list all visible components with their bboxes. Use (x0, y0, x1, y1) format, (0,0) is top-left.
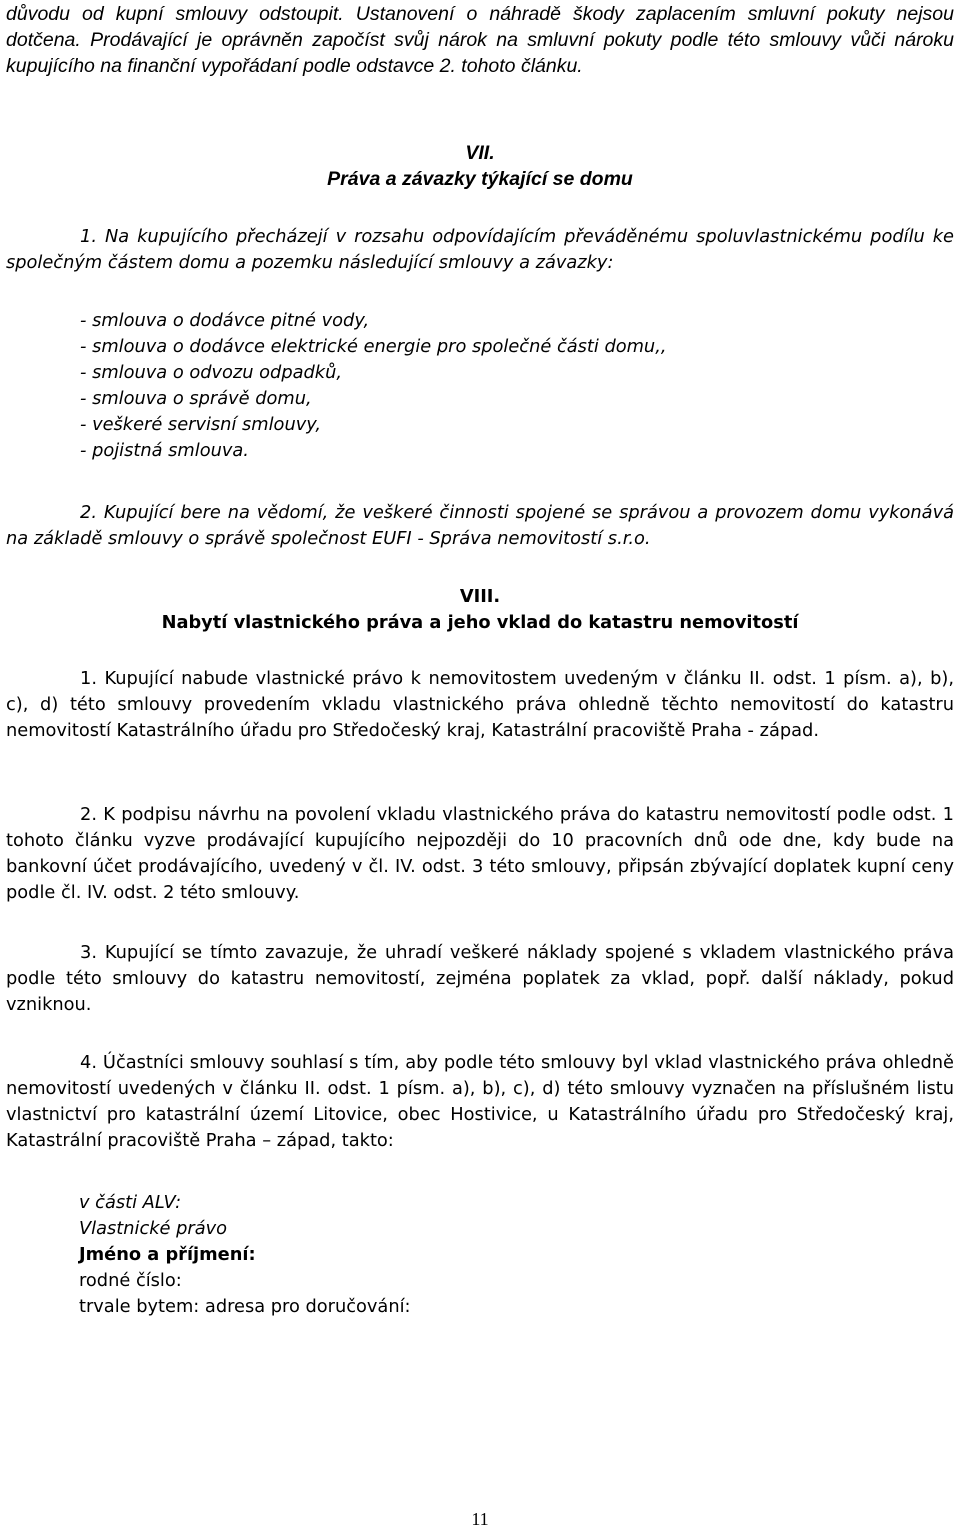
registry-part-label: v části ALV: (79, 1192, 182, 1213)
section-8-paragraph-2: 2. K podpisu návrhu na povolení vkladu vlastnického práva do katastru nemovitostí podle odst. 1 tohoto článku vyzve prodávající kupujícího nejpozději do 10 pracovních dnů ode dne, kdy bude na bankovní účet prodávajícího, uvedený v čl. IV. odst. 3 této smlouvy, připsán zbývající doplatek kupní ceny podle čl. IV. odst. 2 této smlouvy. (6, 804, 954, 903)
registry-entry (79, 1190, 411, 1320)
section-7-number: VII. (465, 142, 495, 164)
intro-paragraph: důvodu od kupní smlouvy odstoupit. Ustanovení o náhradě škody zaplacením smluvní pokuty nejsou dotčena. Prodávající je oprávněn započíst svůj nárok na smluvní pokuty podle této smlouvy vůči nároku kupujícího na finanční vypořádaní podle odstavce 2. tohoto článku. (6, 3, 954, 77)
section-8-title: Nabytí vlastnického práva a jeho vklad do katastru nemovitostí (161, 612, 799, 633)
section-8-paragraph-3: 3. Kupující se tímto zavazuje, že uhradí veškeré náklady spojené s vkladem vlastnického práva podle této smlouvy do katastru nemovitostí, zejména poplatek za vklad, popř. další náklady, pokud vzniknou. (6, 942, 954, 1015)
registry-right-label: Vlastnické právo (79, 1218, 228, 1239)
registry-birth-label: rodné číslo: (79, 1270, 182, 1291)
section-7-paragraph-2: 2. Kupující bere na vědomí, že veškeré činnosti spojené se správou a provozem domu vykonává na základě smlouvy o správě společnost EUFI - Správa nemovitostí s.r.o. (6, 502, 954, 549)
section-8-number: VIII. (459, 586, 501, 607)
list-item: - pojistná smlouva. (80, 440, 249, 461)
registry-address-label: trvale bytem: adresa pro doručování: (79, 1296, 411, 1317)
list-item: - smlouva o dodávce elektrické energie pro společné části domu,, (80, 336, 667, 357)
list-item: - smlouva o správě domu, (80, 388, 312, 409)
list-item: - veškeré servisní smlouvy, (80, 414, 322, 435)
list-item: - smlouva o odvozu odpadků, (80, 362, 343, 383)
list-item: - smlouva o dodávce pitné vody, (80, 310, 370, 331)
section-8-paragraph-4: 4. Účastníci smlouvy souhlasí s tím, aby podle této smlouvy byl vklad vlastnického práva ohledně nemovitostí uvedených v článku II. odst. 1 písm. a), b), c), d) této smlouvy vyznačen na příslušném listu vlastnictví pro katastrální území Litovice, obec Hostivice, u Katastrálního úřadu pro Středočeský kraj, Katastrální pracoviště Praha – západ, takto: (6, 1052, 954, 1151)
page-number: 11 (471, 1509, 489, 1529)
section-7-title: Práva a závazky týkající se domu (327, 168, 633, 190)
section-8-paragraph-1: 1. Kupující nabude vlastnické právo k nemovitostem uvedeným v článku II. odst. 1 písm. a), b), c), d) této smlouvy provedením vkladu vlastnického práva ohledně těchto nemovitostí do katastru nemovitostí Katastrálního úřadu pro Středočeský kraj, Katastrální pracoviště Praha - západ. (6, 668, 954, 741)
section-7-paragraph-1: 1. Na kupujícího přecházejí v rozsahu odpovídajícím převáděnému spoluvlastnickému podílu ke společným částem domu a pozemku následující smlouvy a závazky: (6, 226, 954, 273)
registry-name-label: Jméno a příjmení: (79, 1244, 256, 1265)
contract-list (80, 308, 667, 464)
